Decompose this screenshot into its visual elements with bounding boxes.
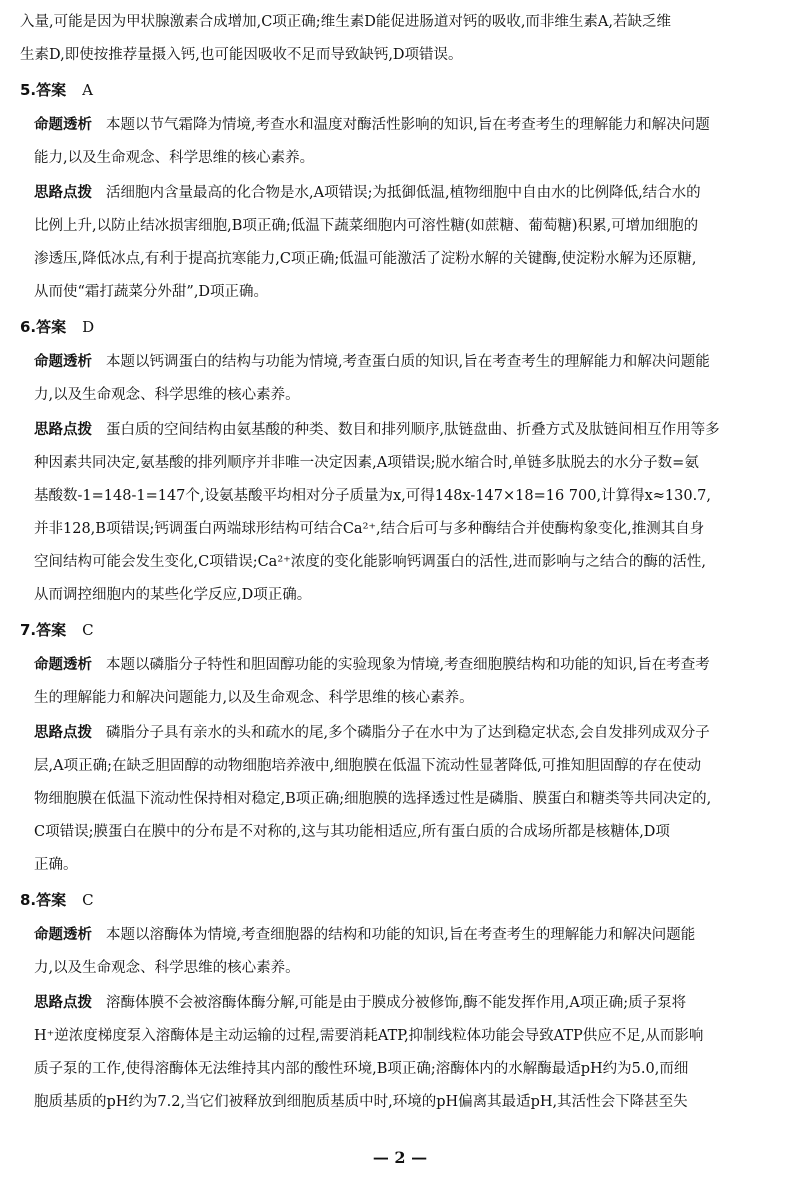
hint-paragraph [34, 987, 780, 1119]
text-line [34, 1053, 780, 1086]
text-line [34, 952, 780, 985]
line-text: 蛋白质的空间结构由氨基酸的种类、数目和排列顺序,肽链盘曲、折叠方式及肽链间相互作用等多 [106, 422, 720, 438]
text-line [34, 783, 780, 816]
text-line [34, 276, 780, 309]
text-line [34, 109, 780, 142]
text-line [34, 142, 780, 175]
question-answer-heading [20, 74, 780, 107]
answer-value: C [82, 621, 94, 639]
line-text: 磷脂分子具有亲水的头和疏水的尾,多个磷脂分子在水中为了达到稳定状态,会自发排列成双分子 [106, 725, 710, 741]
text-line [34, 414, 780, 447]
answer-value: A [82, 81, 93, 99]
text-line [34, 243, 780, 276]
line-text: 生素D,即使按推荐量摄入钙,也可能因吸收不足而导致缺钙,D项错误。 [20, 47, 463, 63]
text-line [34, 546, 780, 579]
text-line [34, 480, 780, 513]
line-text: 渗透压,降低冰点,有利于提高抗寒能力,C项正确;低温可能激活了淀粉水解的关键酶,使淀粉水解为还原糖, [34, 251, 697, 267]
text-line [34, 987, 780, 1020]
section-label: 命题透析 [34, 117, 92, 133]
line-text: 并非128,B项错误;钙调蛋白两端球形结构可结合Ca²⁺,结合后可与多种酶结合并使酶构象变化,推测其自身 [34, 521, 705, 537]
section-label: 思路点拨 [34, 185, 92, 201]
text-line [34, 919, 780, 952]
line-text: 溶酶体膜不会被溶酶体酶分解,可能是由于膜成分被修饰,酶不能发挥作用,A项正确;质子泵将 [106, 995, 687, 1011]
line-text: 种因素共同决定,氨基酸的排列顺序并非唯一决定因素,A项错误;脱水缩合时,单链多肽脱去的水分子数=氨 [34, 455, 699, 471]
line-text: 比例上升,以防止结冰损害细胞,B项正确;低温下蔬菜细胞内可溶性糖(如蔗糖、葡萄糖)积累,可增加细胞的 [34, 218, 699, 234]
line-text: 本题以溶酶体为情境,考查细胞器的结构和功能的知识,旨在考查考生的理解能力和解决问题能 [106, 927, 696, 943]
answer-label: 答案 [36, 318, 67, 336]
text-line [34, 682, 780, 715]
section-label: 思路点拨 [34, 725, 92, 741]
section-label: 命题透析 [34, 657, 92, 673]
line-text: 胞质基质的pH约为7.2,当它们被释放到细胞质基质中时,环境的pH偏离其最适pH,其活性会下降甚至失 [34, 1094, 688, 1110]
section-label: 命题透析 [34, 354, 92, 370]
analysis-paragraph [34, 109, 780, 175]
line-text: H⁺逆浓度梯度泵入溶酶体是主动运输的过程,需要消耗ATP,抑制线粒体功能会导致ATP供应不足,从而影响 [34, 1028, 704, 1044]
text-line [34, 346, 780, 379]
text-line [20, 39, 780, 72]
line-text: 从而调控细胞内的某些化学反应,D项正确。 [34, 587, 312, 603]
text-line [34, 1020, 780, 1053]
line-text: 质子泵的工作,使得溶酶体无法维持其内部的酸性环境,B项正确;溶酶体内的水解酶最适pH约为5.0,而细 [34, 1061, 689, 1077]
text-line [34, 849, 780, 882]
hint-paragraph [34, 717, 780, 882]
line-text: 层,A项正确;在缺乏胆固醇的动物细胞培养液中,细胞膜在低温下流动性显著降低,可推知胆固醇的存在使动 [34, 758, 702, 774]
line-text: 生的理解能力和解决问题能力,以及生命观念、科学思维的核心素养。 [34, 690, 474, 706]
line-text: 空间结构可能会发生变化,C项错误;Ca²⁺浓度的变化能影响钙调蛋白的活性,进而影响与之结合的酶的活性, [34, 554, 707, 570]
question-answer-heading [20, 614, 780, 647]
text-line [34, 649, 780, 682]
text-line [34, 750, 780, 783]
hint-paragraph [34, 414, 780, 612]
line-text: 本题以节气霜降为情境,考查水和温度对酶活性影响的知识,旨在考查考生的理解能力和解决问题 [106, 117, 710, 133]
question-answer-heading [20, 311, 780, 344]
section-label: 命题透析 [34, 927, 92, 943]
line-text: 力,以及生命观念、科学思维的核心素养。 [34, 960, 300, 976]
line-text: 物细胞膜在低温下流动性保持相对稳定,B项正确;细胞膜的选择透过性是磷脂、膜蛋白和糖类等共同决定的, [34, 791, 712, 807]
hint-paragraph [34, 177, 780, 309]
text-line [20, 6, 780, 39]
page-number: — 2 — [372, 1148, 428, 1167]
text-line [34, 210, 780, 243]
question-number: 6. [20, 318, 37, 336]
text-line [34, 579, 780, 612]
line-text: 基酸数-1=148-1=147个,设氨基酸平均相对分子质量为x,可得148x-147×18=16 700,计算得x≈130.7, [34, 488, 712, 504]
line-text: 本题以钙调蛋白的结构与功能为情境,考查蛋白质的知识,旨在考查考生的理解能力和解决问题能 [106, 354, 710, 370]
text-line [34, 717, 780, 750]
section-label: 思路点拨 [34, 422, 92, 438]
analysis-paragraph [34, 346, 780, 412]
question-list [20, 74, 780, 1119]
question-number: 8. [20, 891, 37, 909]
question-number: 7. [20, 621, 37, 639]
answer-label: 答案 [36, 891, 67, 909]
line-text: 本题以磷脂分子特性和胆固醇功能的实验现象为情境,考查细胞膜结构和功能的知识,旨在考查考 [106, 657, 710, 673]
answer-label: 答案 [36, 621, 67, 639]
line-text: 力,以及生命观念、科学思维的核心素养。 [34, 387, 300, 403]
analysis-paragraph [34, 649, 780, 715]
answer-label: 答案 [36, 81, 67, 99]
question-number: 5. [20, 81, 37, 99]
answer-value: D [82, 318, 95, 336]
text-line [34, 447, 780, 480]
text-line [34, 379, 780, 412]
section-label: 思路点拨 [34, 995, 92, 1011]
text-line [34, 177, 780, 210]
line-text: 能力,以及生命观念、科学思维的核心素养。 [34, 150, 315, 166]
line-text: 从而使“霜打蔬菜分外甜”,D项正确。 [34, 284, 269, 300]
intro-paragraph [20, 6, 780, 72]
line-text: 活细胞内含量最高的化合物是水,A项错误;为抵御低温,植物细胞中自由水的比例降低,结合水的 [106, 185, 701, 201]
line-text: C项错误;膜蛋白在膜中的分布是不对称的,这与其功能相适应,所有蛋白质的合成场所都是核糖体,D项 [34, 824, 670, 840]
line-text: 正确。 [34, 857, 78, 873]
line-text: 入量,可能是因为甲状腺激素合成增加,C项正确;维生素D能促进肠道对钙的吸收,而非维生素A,若缺乏维 [20, 14, 672, 30]
text-line [34, 1086, 780, 1119]
text-line [34, 513, 780, 546]
text-line [34, 816, 780, 849]
answer-value: C [82, 891, 94, 909]
analysis-paragraph [34, 919, 780, 985]
question-answer-heading [20, 884, 780, 917]
